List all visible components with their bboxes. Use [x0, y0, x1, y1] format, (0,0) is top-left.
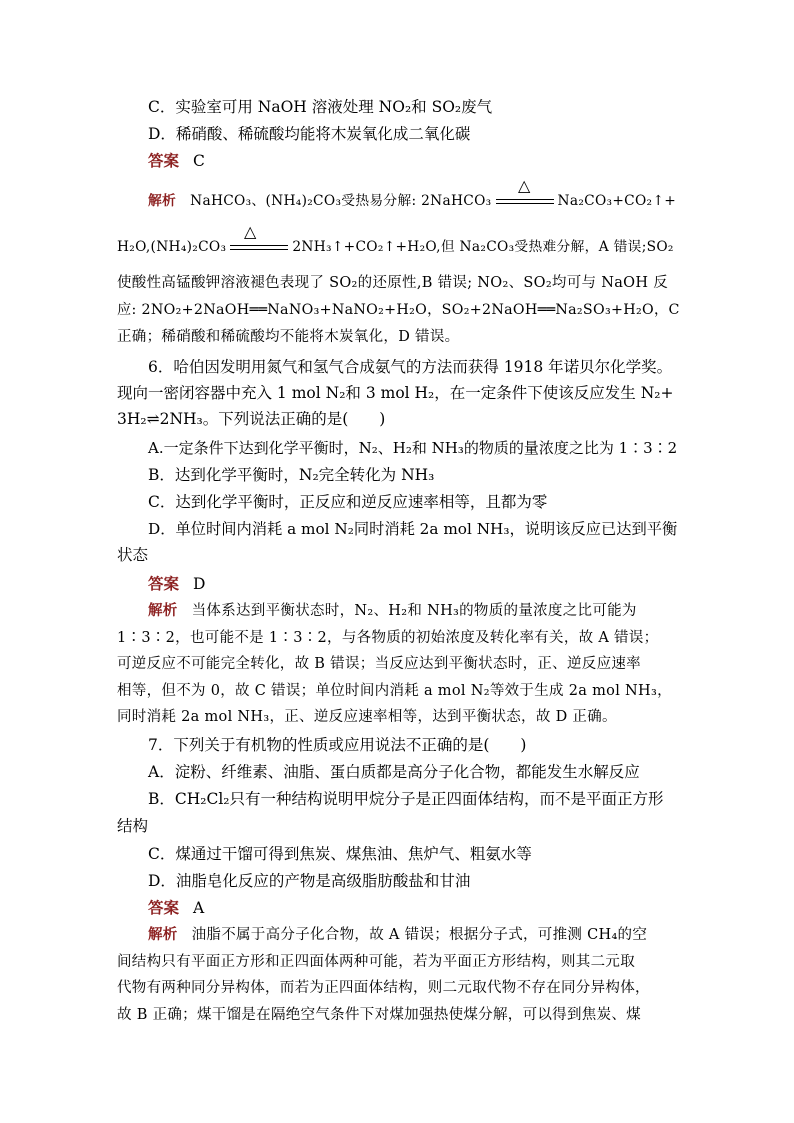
explanation-line: 解析 NaHCO₃、(NH₄)₂CO₃受热易分解: 2NaHCO₃ Na₂CO₃+CO₂↑+	[148, 193, 677, 209]
option-b: B．CH₂Cl₂只有一种结构说明甲烷分子是正四面体结构，而不是平面正方形	[148, 790, 664, 808]
explanation-line: 间结构只有平面正方形和正四面体两种可能，若为平面正方形结构，则其二元取	[117, 954, 635, 970]
answer-line	[148, 573, 679, 595]
explanation-line: 应: 2NO₂+2NaOH══NaNO₃+NaNO₂+H₂O，SO₂+2NaOH══Na₂SO₃+H₂O，C	[117, 302, 680, 318]
explanation-line: 1∶3∶2，也可能不是 1∶3∶2，与各物质的初始浓度及转化率有关，故 A 错误；	[117, 630, 659, 646]
question-6-stem: 3H₂⇌2NH₃。下列说法正确的是( )	[117, 410, 386, 428]
option-a: A．淀粉、纤维素、油脂、蛋白质都是高分子化合物，都能发生水解反应	[148, 763, 640, 781]
explanation-line: 解析 当体系达到平衡状态时，N₂、H₂和 NH₃的物质的量浓度之比可能为	[148, 603, 637, 619]
question-6-stem: 现向一密闭容器中充入 1 mol N₂和 3 mol H₂，在一定条件下使该反应发生 N₂+	[117, 384, 674, 402]
explanation-line: 解析 油脂不属于高分子化合物，故 A 错误；根据分子式，可推测 CH₄的空	[148, 927, 648, 943]
option-d: D．单位时间内消耗 a mol N₂同时消耗 2a mol NH₃，说明该反应已达到平衡	[148, 520, 678, 538]
option-c: C．实验室可用 NaOH 溶液处理 NO₂和 SO₂废气	[148, 98, 493, 116]
explanation-line: 同时消耗 2a mol NH₃，正、逆反应速率相等，达到平衡状态，故 D 正确。	[117, 709, 617, 725]
explanation-line: 使酸性高锰酸钾溶液褪色表现了 SO₂的还原性,B 错误; NO₂、SO₂均可与 NaOH 反	[117, 275, 669, 291]
explanation-label: 解析	[148, 193, 177, 209]
answer-label: 答案	[148, 575, 180, 593]
option-d: D．油脂皂化反应的产物是高级脂肪酸盐和甘油	[148, 872, 471, 890]
option-d: 状态	[117, 546, 149, 564]
option-b: B．达到化学平衡时，N₂完全转化为 NH₃	[148, 466, 435, 484]
answer-label: 答案	[148, 152, 180, 170]
question-6-stem: 6．哈伯因发明用氮气和氢气合成氨气的方法而获得 1918 年诺贝尔化学奖。	[148, 358, 673, 376]
equilibrium-bar	[496, 197, 554, 207]
question-7-stem: 7．下列关于有机物的性质或应用说法不正确的是( )	[148, 736, 527, 754]
answer-line	[148, 897, 679, 919]
answer-line	[148, 150, 679, 172]
answer-value: A	[193, 899, 205, 917]
explanation-line: 故 B 正确；煤干馏是在隔绝空气条件下对煤加强热使煤分解，可以得到焦炭、煤	[117, 1007, 641, 1023]
option-a: A.一定条件下达到化学平衡时，N₂、H₂和 NH₃的物质的量浓度之比为 1∶3∶2	[148, 439, 678, 457]
answer-value: C	[193, 152, 205, 170]
option-d: D．稀硝酸、稀硫酸均能将木炭氧化成二氧化碳	[148, 125, 471, 143]
explanation-label: 解析	[148, 603, 178, 619]
answer-value: D	[193, 575, 206, 593]
answer-label: 答案	[148, 899, 180, 917]
explanation-line: 代物有两种同分异构体，而若为正四面体结构，则二元取代物不存在同分异构体，	[117, 980, 650, 996]
equilibrium-bar	[230, 243, 288, 253]
option-b: 结构	[117, 817, 149, 835]
heat-triangle-icon: △	[244, 222, 257, 241]
option-c: C．达到化学平衡时，正反应和逆反应速率相等，且都为零	[148, 493, 548, 511]
explanation-line: 相等，但不为 0，故 C 错误；单位时间内消耗 a mol N₂等效于生成 2a mol NH₃，	[117, 683, 672, 699]
option-c: C．煤通过干馏可得到焦炭、煤焦油、焦炉气、粗氨水等	[148, 845, 532, 863]
explanation-line: H₂O,(NH₄)₂CO₃ 2NH₃↑+CO₂↑+H₂O,但 Na₂CO₃受热难分解，A 错误;SO₂	[117, 239, 674, 255]
heat-triangle-icon: △	[518, 176, 531, 195]
explanation-line: 正确；稀硝酸和稀硫酸均不能将木炭氧化，D 错误。	[117, 329, 460, 345]
explanation-label: 解析	[148, 927, 178, 943]
explanation-line: 可逆反应不可能完全转化，故 B 错误；当反应达到平衡状态时，正、逆反应速率	[117, 656, 641, 672]
